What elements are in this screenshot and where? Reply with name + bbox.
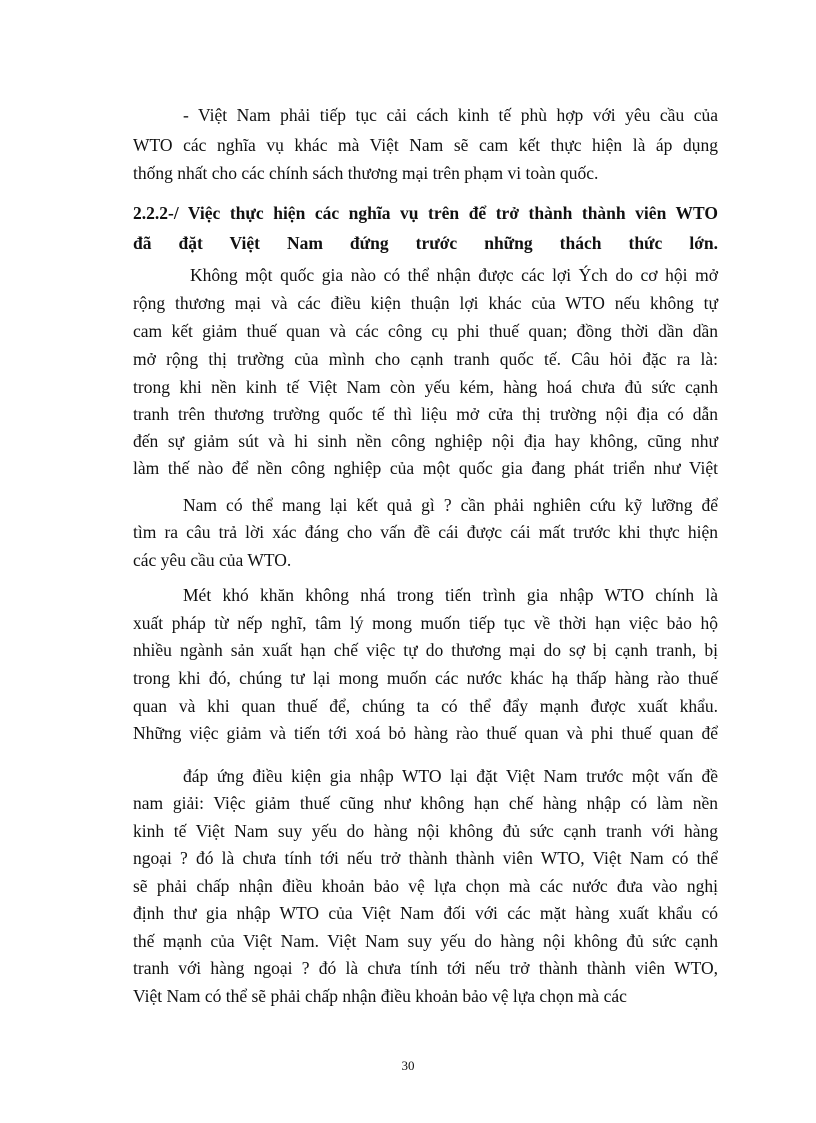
text-line: thống nhất cho các chính sách thương mại trên phạm vi toàn quốc. [133,163,599,183]
text-line: nam giải: Việc giảm thuế cũng như không hạn chế hàng nhập có làm nền [133,793,718,813]
text-line: rộng thương mại và các điều kiện thuận lợi khác của WTO nếu không tự [133,293,718,313]
text-line: đến sự giảm sút và hi sinh nền công nghiệp nội địa hay không, cũng như [133,431,718,451]
text-line: định thư gia nhập WTO của Việt Nam đối với các mặt hàng xuất khẩu có [133,903,718,923]
text-line: tìm ra câu trả lời xác đáng cho vấn đề cái được cái mất trước khi thực hiện [133,522,718,542]
page-number: 30 [401,1058,415,1073]
text-line: ngoại ? đó là chưa tính tới nếu trở thành thành viên WTO, Việt Nam có thể [133,848,718,868]
text-line: các yêu cầu của WTO. [133,550,292,570]
text-line: nhiều ngành sản xuất hạn chế việc tự do thương mại do sợ bị cạnh tranh, bị [133,640,718,660]
text-line: tranh trên thương trường quốc tế thì liệu mở cửa thị trường nội địa có dẫn [133,404,718,424]
text-line: mở rộng thị trường của mình cho cạnh tranh quốc tế. Câu hỏi đặc ra là: [133,349,718,369]
text-line: Việt Nam có thể sẽ phải chấp nhận điều khoản bảo vệ lựa chọn mà các [133,986,627,1006]
text-line: Mét khó khăn không nhá trong tiến trình gia nhập WTO chính là [183,585,718,605]
text-line: quan và khi quan thuế để, chúng ta có thể đẩy mạnh được xuất khẩu. [133,696,718,716]
text-line: xuất pháp từ nếp nghĩ, tâm lý mong muốn tiếp tục về thời hạn việc bảo hộ [133,613,718,633]
text-line: tranh với hàng ngoại ? đó là chưa tính tới nếu trở thành thành viên WTO, [133,958,718,978]
text-line: sẽ phải chấp nhận điều khoản bảo vệ lựa chọn mà các nước đưa vào nghị [133,876,718,896]
section-heading-line: đã đặt Việt Nam đứng trước những thách thức lớn. [133,233,718,253]
text-line: cam kết giảm thuế quan và các công cụ phi thuế quan; đồng thời dần dần [133,321,718,341]
text-line: kinh tế Việt Nam suy yếu do hàng nội không đủ sức cạnh tranh với hàng [133,821,718,841]
text-line: - Việt Nam phải tiếp tục cải cách kinh tế phù hợp với yêu cầu của [183,105,718,125]
text-line: Nam có thể mang lại kết quả gì ? cần phải nghiên cứu kỹ lưỡng để [183,495,718,515]
text-line: đáp ứng điều kiện gia nhập WTO lại đặt Việt Nam trước một vấn đề [183,766,718,786]
text-line: WTO các nghĩa vụ khác mà Việt Nam sẽ cam kết thực hiện là áp dụng [133,135,718,155]
text-line: Những việc giảm và tiến tới xoá bỏ hàng rào thuế quan và phi thuế quan để [133,723,718,743]
text-line: làm thế nào để nền công nghiệp của một quốc gia đang phát triển như Việt [133,458,718,478]
text-line: thế mạnh của Việt Nam. Việt Nam suy yếu do hàng nội không đủ sức cạnh [133,931,718,951]
text-line: trong khi đó, chúng tư lại mong muốn các nước khác hạ thấp hàng rào thuế [133,668,718,688]
section-heading-line: 2.2.2-/ Việc thực hiện các nghĩa vụ trên để trở thành thành viên WTO [133,203,718,223]
text-line: Không một quốc gia nào có thể nhận được các lợi Ých do cơ hội mở [190,265,718,285]
text-line: trong khi nền kinh tế Việt Nam còn yếu kém, hàng hoá chưa đủ sức cạnh [133,377,718,397]
